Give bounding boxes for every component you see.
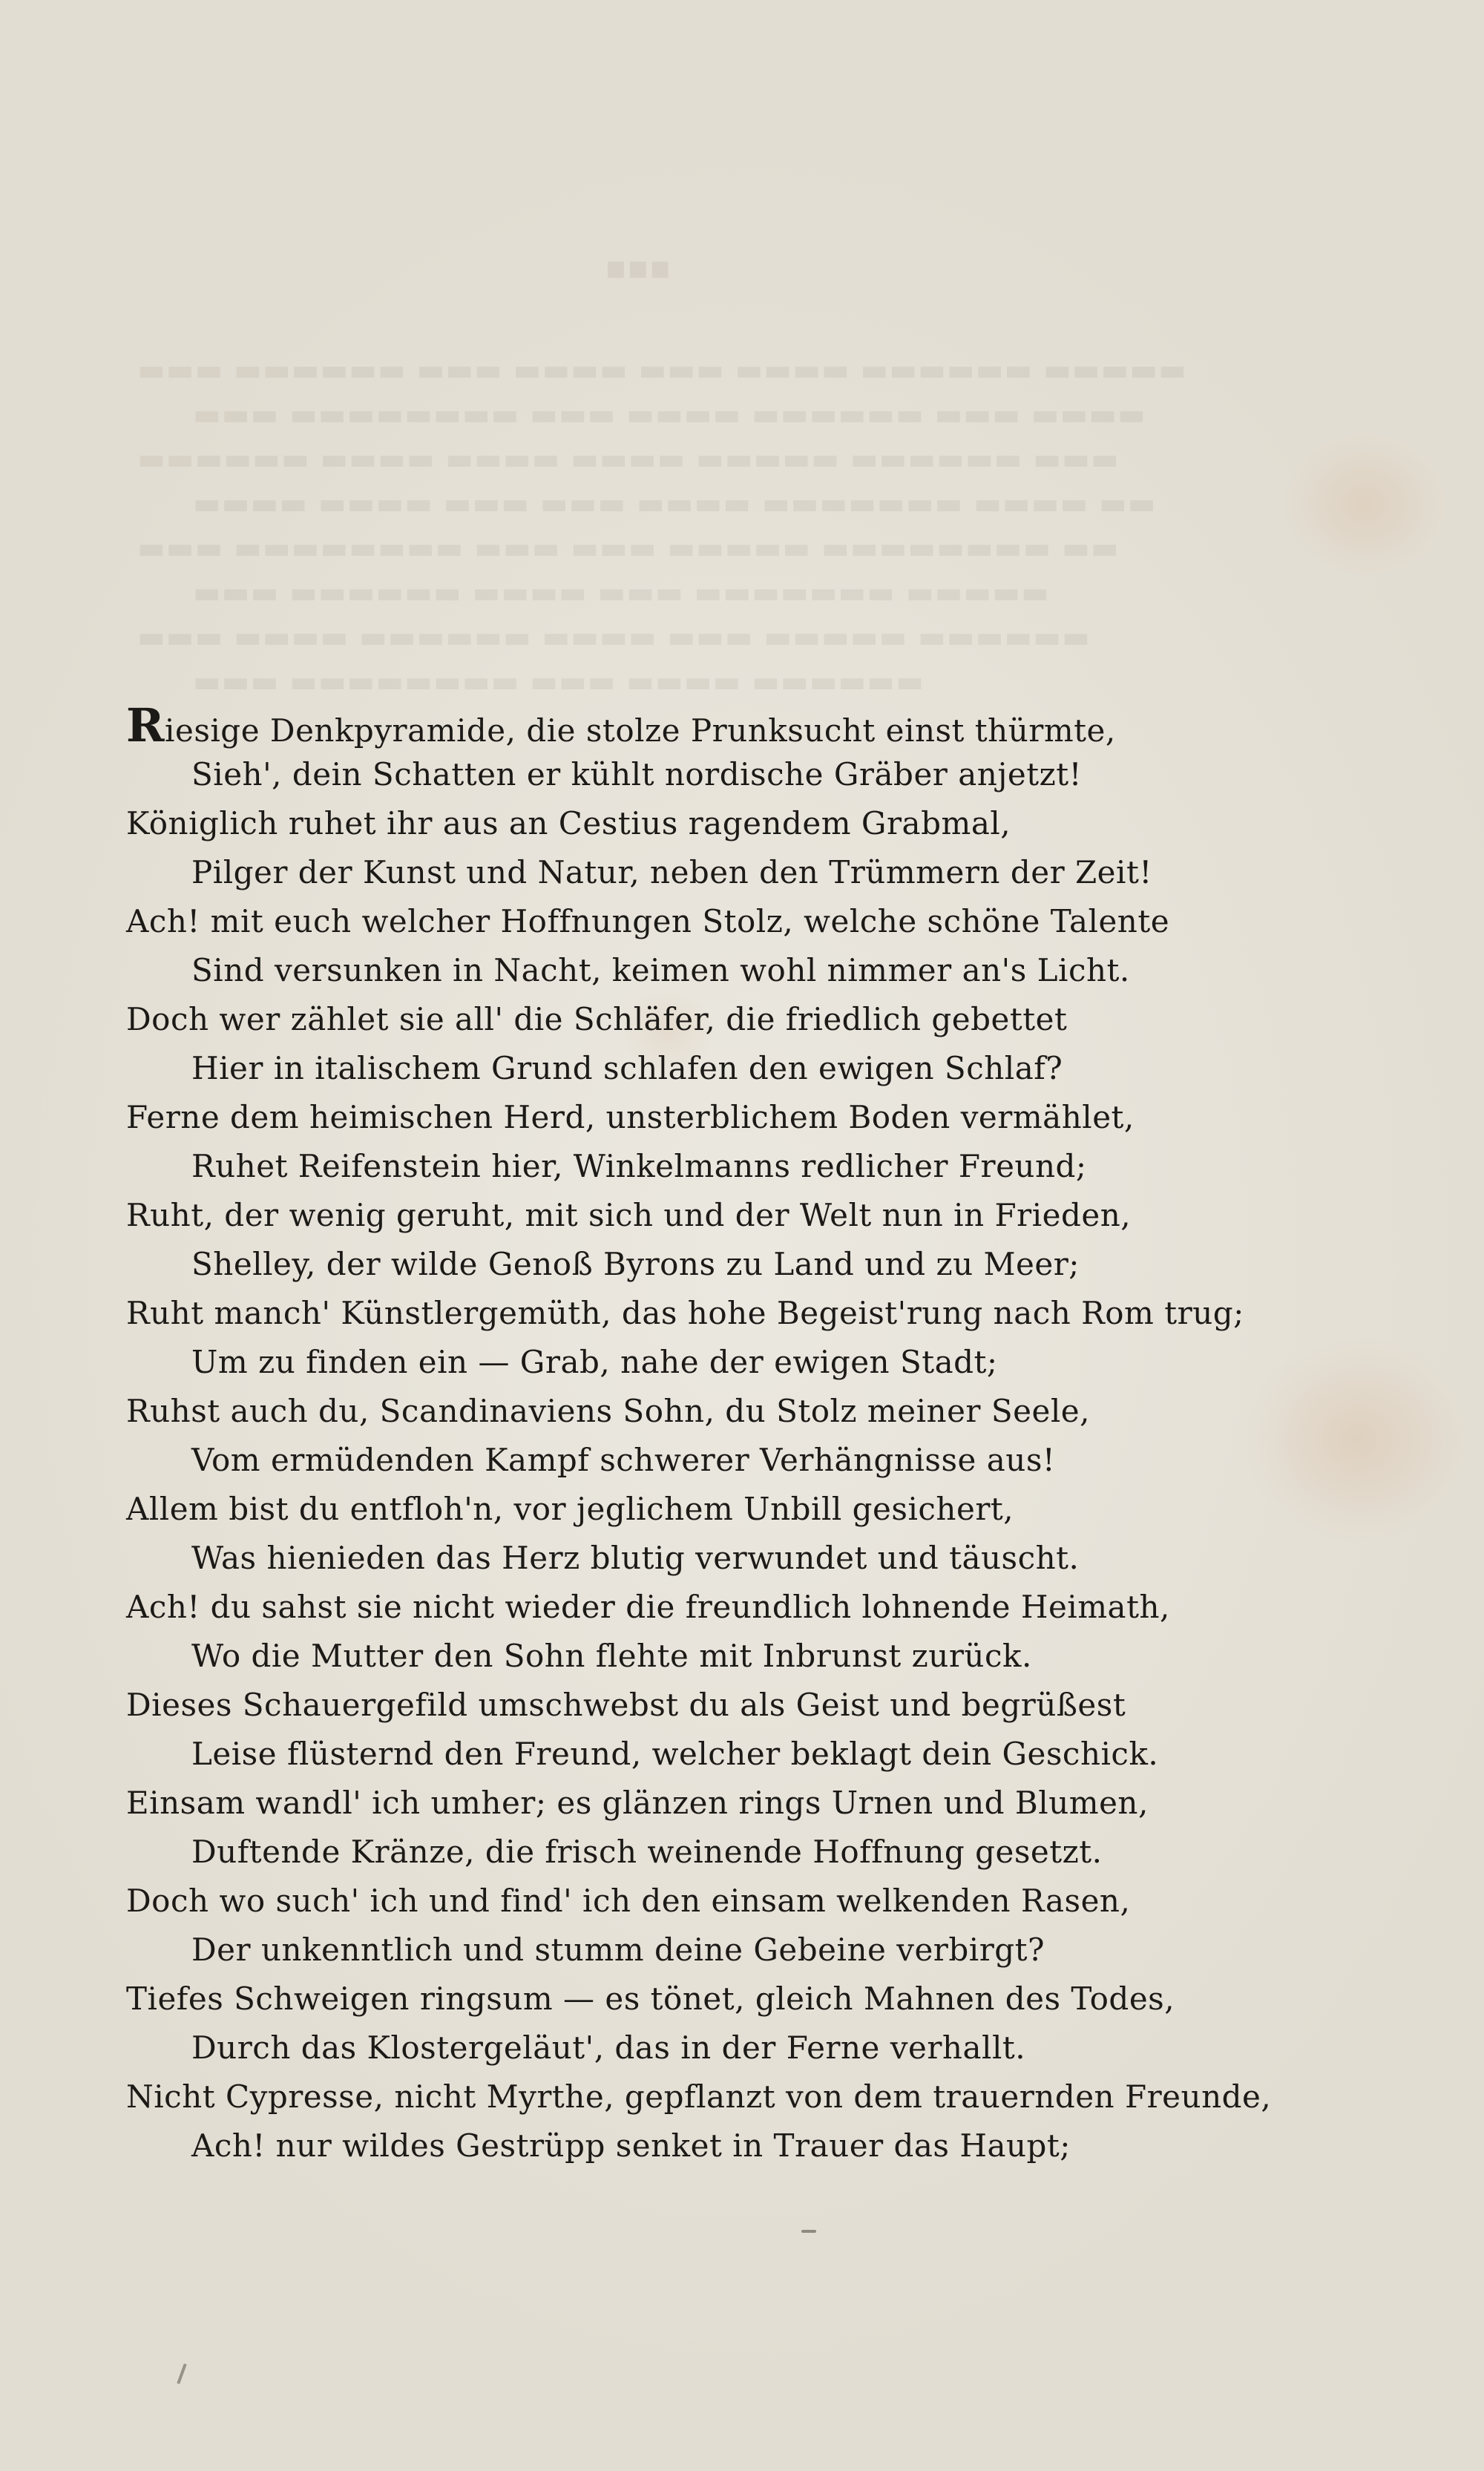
poem-line: Ruhst auch du, Scandinaviens Sohn, du Stolz meiner Seele,: [126, 1393, 1090, 1429]
show-through-page-number: ▪▪▪: [605, 249, 672, 286]
show-through-text: ▬▬▬ ▬▬▬▬▬▬ ▬▬▬ ▬▬▬▬ ▬▬▬ ▬▬▬▬ ▬▬▬▬▬▬ ▬▬▬▬▬: [137, 353, 1187, 387]
poem-line: Ach! du sahst sie nicht wieder die freundlich lohnende Heimath,: [126, 1589, 1170, 1625]
show-through-text: ▬▬▬ ▬▬▬▬ ▬▬▬▬▬▬ ▬▬▬▬ ▬▬▬ ▬▬▬▬▬ ▬▬▬▬▬▬: [137, 620, 1091, 654]
poem-line-rest: iesige Denkpyramide, die stolze Prunksucht einst thürmte,: [165, 712, 1116, 749]
show-through-text: ▬▬▬ ▬▬▬▬▬▬ ▬▬▬▬ ▬▬▬ ▬▬▬▬▬▬▬ ▬▬▬▬▬: [193, 576, 1050, 610]
poem-line: Doch wo such' ich und find' ich den einsam welkenden Rasen,: [126, 1883, 1131, 1919]
poem-line: Nicht Cypresse, nicht Myrthe, gepflanzt von dem trauernden Freunde,: [126, 2078, 1272, 2115]
show-through-text: ▬▬▬▬ ▬▬▬▬ ▬▬▬ ▬▬▬ ▬▬▬▬ ▬▬▬▬▬▬▬ ▬▬▬▬ ▬▬: [193, 487, 1157, 521]
poem-line: Doch wer zählet sie all' die Schläfer, die friedlich gebettet: [126, 1001, 1068, 1037]
show-through-text: ▬▬▬▬▬▬ ▬▬▬▬ ▬▬▬▬ ▬▬▬▬ ▬▬▬▬▬ ▬▬▬▬▬▬ ▬▬▬: [137, 442, 1120, 476]
poem-line: Ach! nur wildes Gestrüpp senket in Trauer das Haupt;: [191, 2127, 1071, 2164]
show-through-text: ▬▬▬ ▬▬▬▬▬▬▬▬ ▬▬▬ ▬▬▬▬ ▬▬▬▬▬▬ ▬▬▬ ▬▬▬▬: [193, 398, 1146, 432]
poem-line: Ruhet Reifenstein hier, Winkelmanns redlicher Freund;: [191, 1148, 1087, 1184]
poem-line: [126, 698, 1388, 752]
poem-line: Duftende Kränze, die frisch weinende Hoffnung gesetzt.: [191, 1834, 1103, 1870]
poem-line: Was hienieden das Herz blutig verwundet und täuscht.: [191, 1540, 1080, 1576]
drop-cap: R: [126, 698, 165, 752]
poem-line: Vom ermüdenden Kampf schwerer Verhängnisse aus!: [191, 1442, 1056, 1478]
poem-block: [126, 698, 1388, 2170]
show-through-text: ▬▬▬ ▬▬▬▬▬▬▬▬ ▬▬▬ ▬▬▬ ▬▬▬▬▬ ▬▬▬▬▬▬▬▬ ▬▬: [137, 531, 1120, 565]
poem-line: Shelley, der wilde Genoß Byrons zu Land und zu Meer;: [191, 1246, 1080, 1282]
poem-line: Ruht manch' Künstlergemüth, das hohe Begeist'rung nach Rom trug;: [126, 1295, 1244, 1331]
poem-line: Tiefes Schweigen ringsum — es tönet, gleich Mahnen des Todes,: [126, 1981, 1175, 2017]
poem-line: Königlich ruhet ihr aus an Cestius ragendem Grabmal,: [126, 805, 1011, 841]
poem-line: Dieses Schauergefild umschwebst du als Geist und begrüßest: [126, 1687, 1126, 1723]
poem-line: Leise flüsternd den Freund, welcher beklagt dein Geschick.: [191, 1736, 1159, 1772]
poem-line: Hier in italischem Grund schlafen den ewigen Schlaf?: [191, 1050, 1063, 1086]
poem-line: Wo die Mutter den Sohn flehte mit Inbrunst zurück.: [191, 1638, 1032, 1674]
poem-line: Ferne dem heimischen Herd, unsterblichem Boden vermählet,: [126, 1099, 1135, 1135]
poem-line: Sieh', dein Schatten er kühlt nordische Gräber anjetzt!: [191, 756, 1082, 793]
poem-line: Um zu finden ein — Grab, nahe der ewigen Stadt;: [191, 1344, 998, 1380]
show-through-text: ▬▬▬ ▬▬▬▬▬▬▬▬ ▬▬▬ ▬▬▬▬ ▬▬▬▬▬▬: [193, 665, 925, 699]
poem-line: Der unkenntlich und stumm deine Gebeine verbirgt?: [191, 1932, 1045, 1968]
poem-line: Pilger der Kunst und Natur, neben den Trümmern der Zeit!: [191, 854, 1152, 890]
poem-line: Durch das Klostergeläut', das in der Ferne verhallt.: [191, 2029, 1026, 2066]
printers-dash-mark: [801, 2230, 816, 2233]
paper-speck: [177, 2363, 186, 2384]
poem-line: Allem bist du entfloh'n, vor jeglichem Unbill gesichert,: [126, 1491, 1014, 1527]
poem-line: Sind versunken in Nacht, keimen wohl nimmer an's Licht.: [191, 952, 1130, 988]
poem-line: Einsam wandl' ich umher; es glänzen rings Urnen und Blumen,: [126, 1785, 1149, 1821]
poem-line: Ruht, der wenig geruht, mit sich und der Welt nun in Frieden,: [126, 1197, 1132, 1233]
poem-line: Ach! mit euch welcher Hoffnungen Stolz, welche schöne Talente: [126, 903, 1170, 939]
